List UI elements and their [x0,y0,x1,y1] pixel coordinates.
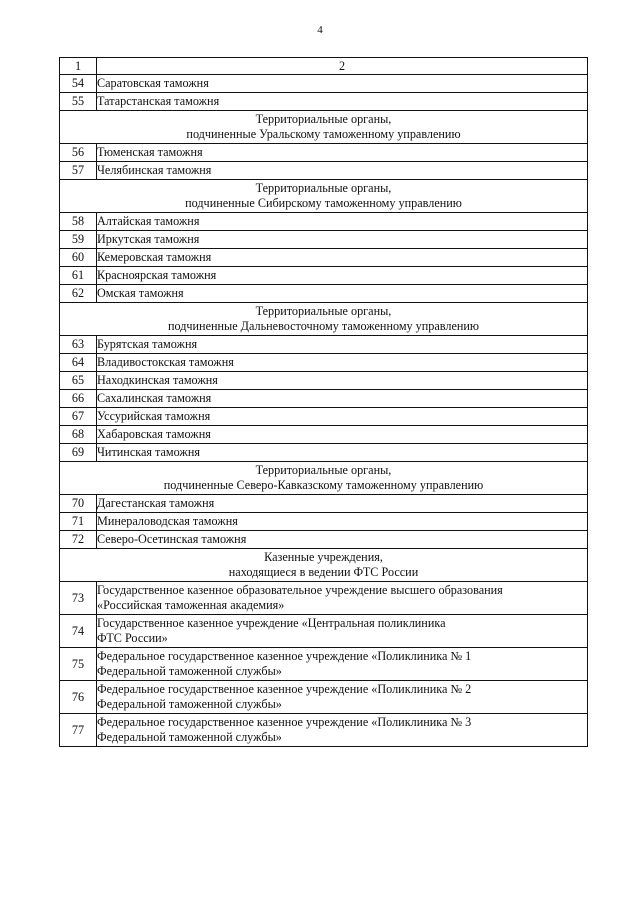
table-row [60,648,588,681]
section-title-line-1: Территориальные органы, [255,112,392,126]
table-row [60,390,588,408]
row-number: 60 [60,249,97,267]
page-number: 4 [317,24,323,36]
table-row [60,213,588,231]
table-row [60,336,588,354]
table-row [60,231,588,249]
row-name: Находкинская таможня [97,372,588,390]
row-name: Омская таможня [97,285,588,303]
table-row [60,615,588,648]
row-name-line-1: Федеральное государственное казенное учреждение «Поликлиника № 3 [97,715,472,729]
row-number: 76 [60,681,97,714]
row-number: 77 [60,714,97,747]
section-header-row [60,462,588,495]
table-row [60,444,588,462]
row-number: 64 [60,354,97,372]
row-name: Иркутская таможня [97,231,588,249]
section-title-line-1: Казенные учреждения, [264,550,383,564]
row-number: 66 [60,390,97,408]
row-name: Уссурийская таможня [97,408,588,426]
section-title [60,303,588,336]
row-name-line-2: Федеральной таможенной службы» [97,697,282,711]
row-number: 68 [60,426,97,444]
section-title-line-2: подчиненные Сибирскому таможенному управлению [185,196,462,210]
table-row [60,408,588,426]
row-name: Красноярская таможня [97,267,588,285]
section-title [60,111,588,144]
section-title-line-1: Территориальные органы, [255,181,392,195]
row-number: 61 [60,267,97,285]
table-row [60,513,588,531]
table-row [60,531,588,549]
row-name [97,615,588,648]
header-col-1: 1 [60,58,97,75]
row-number: 63 [60,336,97,354]
row-number: 62 [60,285,97,303]
row-name [97,582,588,615]
row-name: Владивостокская таможня [97,354,588,372]
row-name: Алтайская таможня [97,213,588,231]
table-header-row [60,58,588,75]
row-name-line-1: Государственное казенное учреждение «Центральная поликлиника [97,616,446,630]
row-name: Читинская таможня [97,444,588,462]
row-name: Саратовская таможня [97,75,588,93]
row-name [97,714,588,747]
row-name: Минераловодская таможня [97,513,588,531]
section-title [60,549,588,582]
row-number: 71 [60,513,97,531]
row-name: Северо-Осетинская таможня [97,531,588,549]
row-name-line-1: Государственное казенное образовательное учреждение высшего образования [97,583,503,597]
table-row [60,285,588,303]
row-name-line-2: ФТС России» [97,631,168,645]
table-row [60,249,588,267]
row-number: 57 [60,162,97,180]
table-row [60,162,588,180]
section-title-line-2: подчиненные Дальневосточному таможенному управлению [167,319,480,333]
table-row [60,426,588,444]
row-name-line-1: Федеральное государственное казенное учреждение «Поликлиника № 1 [97,649,472,663]
section-header-row [60,303,588,336]
table-row [60,354,588,372]
customs-registry-table [59,57,588,747]
row-name: Тюменская таможня [97,144,588,162]
row-number: 75 [60,648,97,681]
row-name: Татарстанская таможня [97,93,588,111]
row-number: 56 [60,144,97,162]
row-name: Бурятская таможня [97,336,588,354]
row-number: 54 [60,75,97,93]
row-name: Хабаровская таможня [97,426,588,444]
row-name-line-2: Федеральной таможенной службы» [97,730,282,744]
table-body [60,58,588,747]
section-title-line-2: подчиненные Северо-Кавказскому таможенному управлению [163,478,484,492]
row-name: Челябинская таможня [97,162,588,180]
table-row [60,75,588,93]
row-number: 73 [60,582,97,615]
row-name: Дагестанская таможня [97,495,588,513]
table-row [60,267,588,285]
section-title-line-2: находящиеся в ведении ФТС России [228,565,419,579]
row-number: 74 [60,615,97,648]
row-number: 70 [60,495,97,513]
table-row [60,714,588,747]
row-name: Сахалинская таможня [97,390,588,408]
row-number: 55 [60,93,97,111]
row-number: 72 [60,531,97,549]
row-number: 58 [60,213,97,231]
table-row [60,582,588,615]
row-name-line-2: Федеральной таможенной службы» [97,664,282,678]
section-header-row [60,180,588,213]
table-row [60,495,588,513]
row-number: 67 [60,408,97,426]
section-title-line-1: Территориальные органы, [255,304,392,318]
row-name-line-2: «Российская таможенная академия» [97,598,285,612]
section-title [60,462,588,495]
section-title-line-2: подчиненные Уральскому таможенному управлению [186,127,461,141]
row-name-line-1: Федеральное государственное казенное учреждение «Поликлиника № 2 [97,682,472,696]
row-number: 65 [60,372,97,390]
row-number: 69 [60,444,97,462]
section-title-line-1: Территориальные органы, [255,463,392,477]
table-row [60,93,588,111]
row-number: 59 [60,231,97,249]
section-header-row [60,549,588,582]
table-row [60,144,588,162]
header-col-2: 2 [97,58,588,75]
table-row [60,681,588,714]
section-title [60,180,588,213]
table-row [60,372,588,390]
row-name [97,648,588,681]
section-header-row [60,111,588,144]
row-name [97,681,588,714]
row-name: Кемеровская таможня [97,249,588,267]
